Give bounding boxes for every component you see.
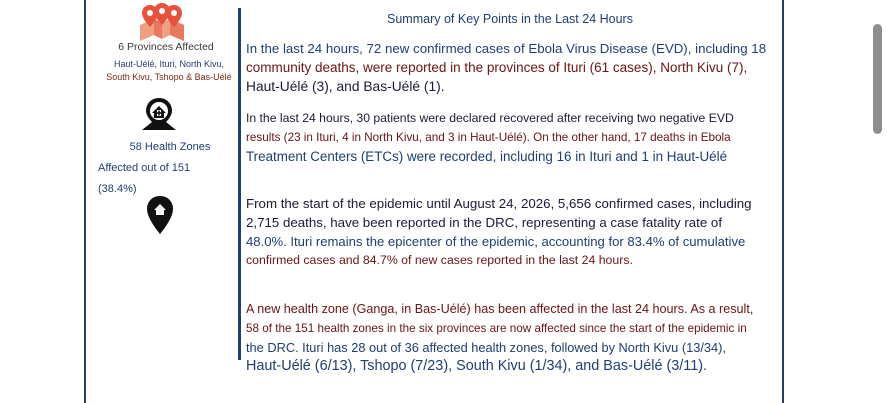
paragraph-line: Treatment Centers (ETCs) were recorded, including 16 in Ituri and 1 in Haut-Uélé: [246, 149, 728, 164]
hospital-location-icon: [140, 96, 178, 139]
provinces-list-line: South Kivu, Tshopo & Bas-Uélé: [106, 72, 232, 82]
paragraph-line: Haut-Uélé (3), and Bas-Uélé (1).: [246, 79, 445, 94]
paragraph-line: From the start of the epidemic until August 24, 2026, 5,656 confirmed cases, including: [246, 196, 752, 211]
provinces-list: [94, 58, 244, 84]
health-zones-title: 58 Health Zones: [129, 141, 211, 153]
paragraph-line: 58 of the 151 health zones in the six provinces are now affected since the start of the epidemic in: [246, 322, 747, 335]
paragraph-line: results (23 in Ituri, 4 in North Kivu, and 3 in Haut-Uélé). On the other hand, 17 deaths in Ebola: [246, 131, 731, 144]
paragraph-line: the DRC. Ituri has 28 out of 36 affected health zones, followed by North Kivu (13/34),: [246, 340, 726, 355]
paragraph-line: In the last 24 hours, 72 new confirmed cases of Ebola Virus Disease (EVD), including 18: [246, 41, 767, 56]
paragraph-recoveries: [246, 109, 774, 166]
provinces-affected: 6 Provinces Affected: [118, 41, 214, 53]
frame-right-border: [782, 0, 784, 403]
scrollbar-thumb[interactable]: [873, 24, 882, 134]
frame-left-border: [84, 0, 86, 403]
paragraph-cumulative: [246, 194, 774, 270]
paragraph-line: 48.0%. Ituri remains the epicenter of the epidemic, accounting for 83.4% of cumulative: [246, 234, 746, 249]
summary-title: Summary of Key Points in the Last 24 Hours: [387, 12, 633, 26]
paragraph-line: community deaths, were reported in the provinces of Ituri (61 cases), North Kivu (7),: [246, 60, 748, 75]
paragraph-new-cases: [246, 39, 774, 96]
health-zones-percentage: (38.4%): [98, 183, 137, 195]
map-markers-icon: [140, 3, 184, 46]
provinces-list-line: Haut-Uélé, Ituri, North Kivu,: [113, 59, 225, 69]
health-zones-affected: Affected out of 151: [98, 162, 191, 174]
location-pin-icon: [146, 195, 174, 240]
paragraph-line: Haut-Uélé (6/13), Tshopo (7/23), South Kivu (1/34), and Bas-Uélé (3/11).: [246, 358, 708, 374]
paragraph-health-zones: [246, 300, 774, 376]
paragraph-line: confirmed cases and 84.7% of new cases reported in the last 24 hours.: [246, 253, 633, 267]
paragraph-line: 2,715 deaths, have been reported in the DRC, representing a case fatality rate of: [246, 215, 723, 230]
paragraph-line: A new health zone (Ganga, in Bas-Uélé) has been affected in the last 24 hours. As a result,: [246, 302, 754, 316]
paragraph-line: In the last 24 hours, 30 patients were declared recovered after receiving two negative EVD: [246, 111, 734, 125]
